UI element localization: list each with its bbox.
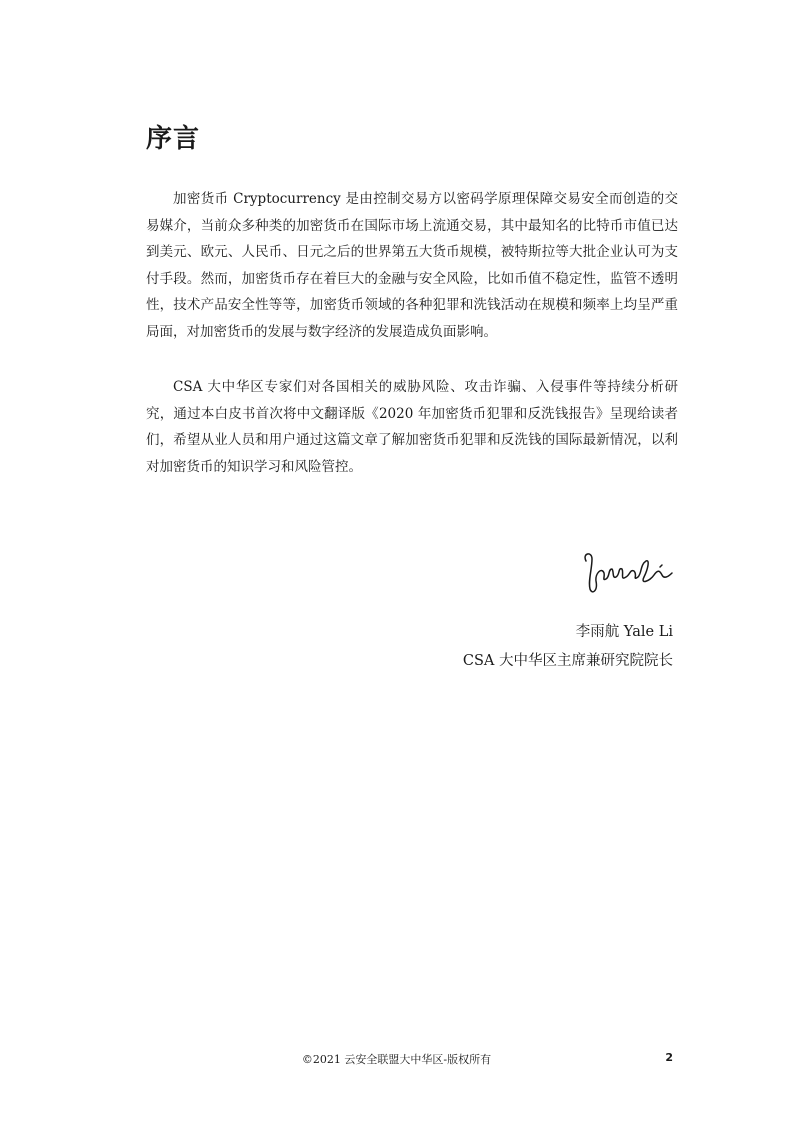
- page-number: 2: [665, 1051, 673, 1064]
- preface-paragraph-1: 加密货币 Cryptocurrency 是由控制交易方以密码学原理保障交易安全而创造的交易媒介，当前众多种类的加密货币在国际市场上流通交易，其中最知名的比特币市值已达到美元、欧元、人民币、日元之后的世界第五大货币规模，被特斯拉等大批企业认可为支付手段。然而，加密货币存在着巨大的金融与安全风险，比如币值不稳定性，监管不透明性，技术产品安全性等等，加密货币领域的各种犯罪和洗钱活动在规模和频率上均呈严重局面，对加密货币的发展与数字经济的发展造成负面影响。: [146, 191, 678, 340]
- author-name: 李雨航 Yale Li: [575, 624, 673, 640]
- footer-copyright: ©2021 云安全联盟大中华区-版权所有: [301, 1053, 492, 1066]
- handwritten-signature: [578, 547, 678, 597]
- author-title: CSA 大中华区主席兼研究院院长: [462, 653, 673, 669]
- page-title: 序言: [146, 124, 201, 154]
- preface-paragraph-2: CSA 大中华区专家们对各国相关的威胁风险、攻击诈骗、入侵事件等持续分析研究，通过本白皮书首次将中文翻译版《2020 年加密货币犯罪和反洗钱报告》呈现给读者们，希望从业人员和用户通过这篇文章了解加密货币犯罪和反洗钱的国际最新情况，以利对加密货币的知识学习和风险管控。: [146, 379, 678, 475]
